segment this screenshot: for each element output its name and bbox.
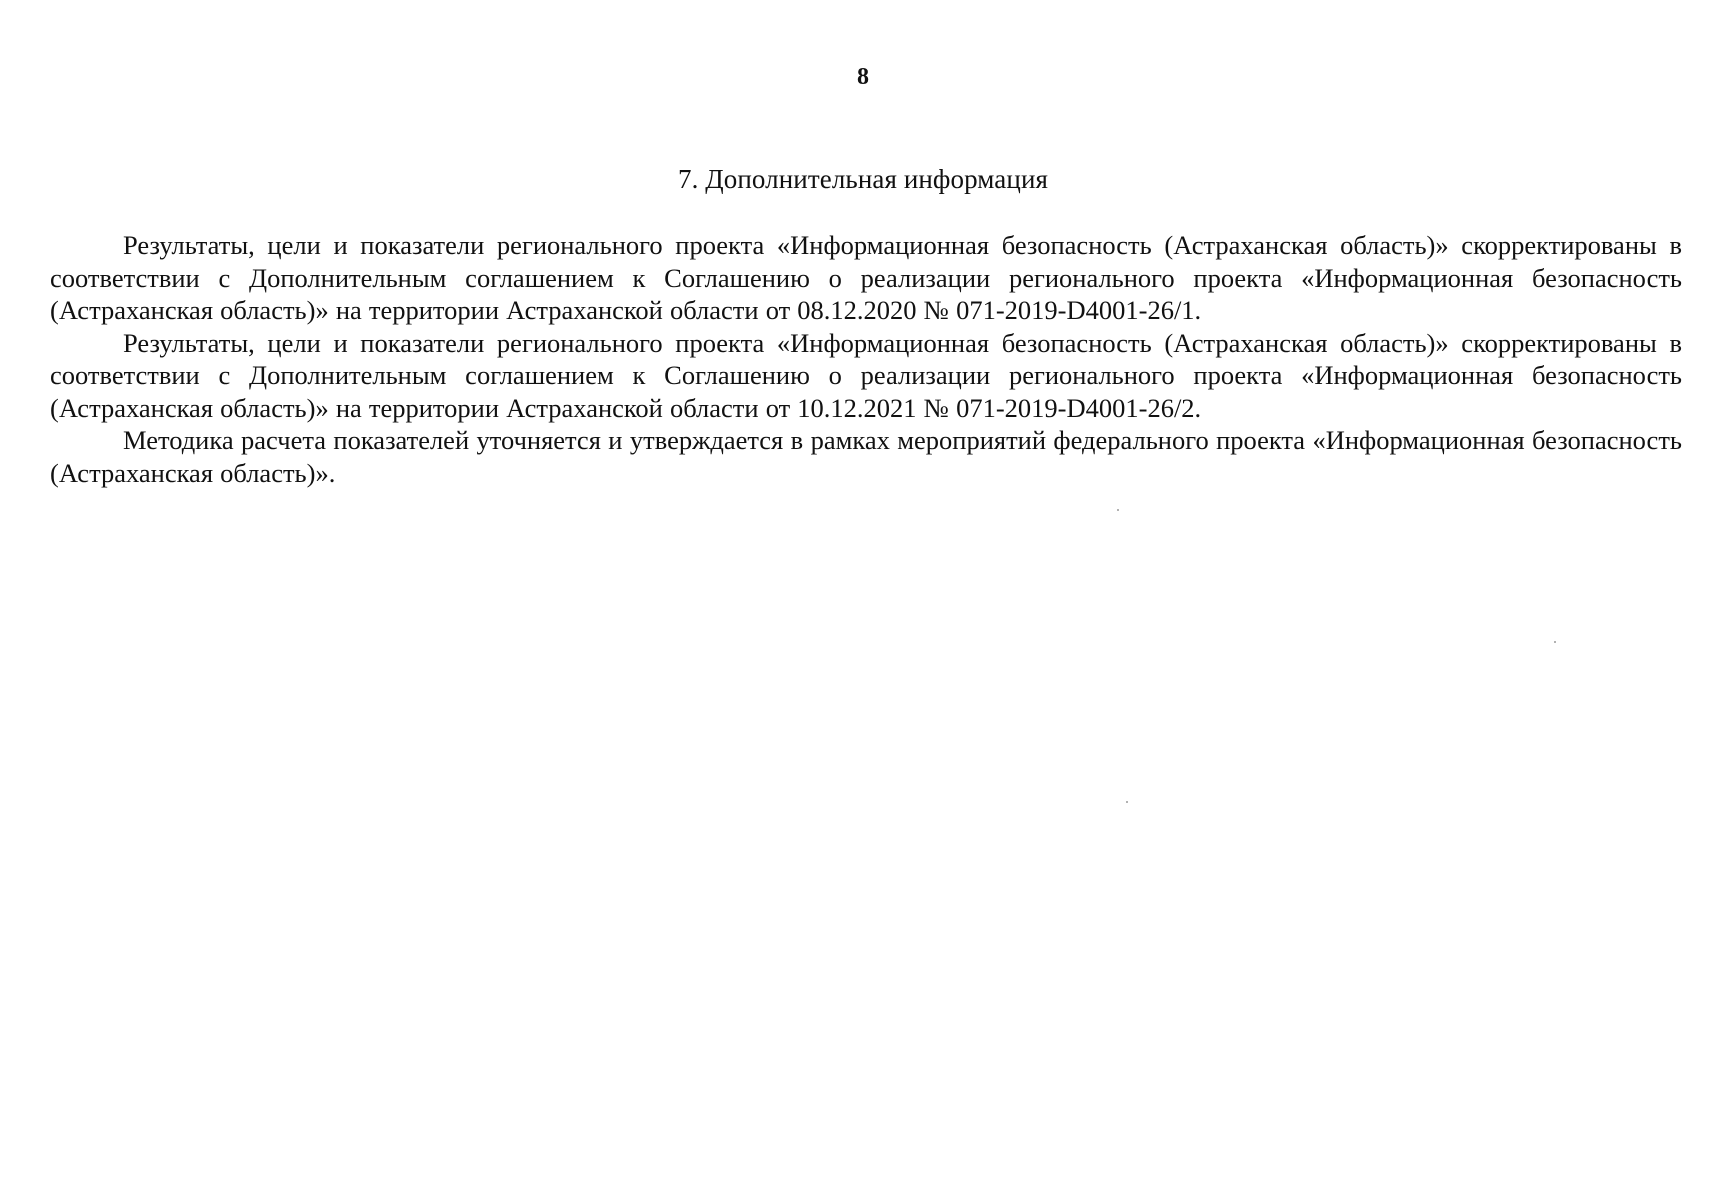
paragraph-1: Результаты, цели и показатели регионального проекта «Информационная безопасность (Астраханская область)» скорректированы в соответствии с Дополнительным соглашением к Соглашению о реализации регионального проекта «Информационная безопасность (Астраханская область)» на территории Астраханской области от 08.12.2020 № 071-2019-D4001-26/1. <box>50 230 1682 325</box>
paragraph-3: Методика расчета показателей уточняется и утверждается в рамках мероприятий федерального проекта «Информационная безопасность (Астраханская область)». <box>50 425 1682 488</box>
document-body <box>50 229 1682 489</box>
page-number: 8 <box>857 64 869 90</box>
scan-speck <box>1126 801 1128 803</box>
paragraph-2: Результаты, цели и показатели регионального проекта «Информационная безопасность (Астраханская область)» скорректированы в соответствии с Дополнительным соглашением к Соглашению о реализации регионального проекта «Информационная безопасность (Астраханская область)» на территории Астраханской области от 10.12.2021 № 071-2019-D4001-26/2. <box>50 327 1682 423</box>
scan-speck <box>1554 641 1556 643</box>
scan-speck <box>1117 509 1119 511</box>
section-title: 7. Дополнительная информация <box>677 164 1049 194</box>
